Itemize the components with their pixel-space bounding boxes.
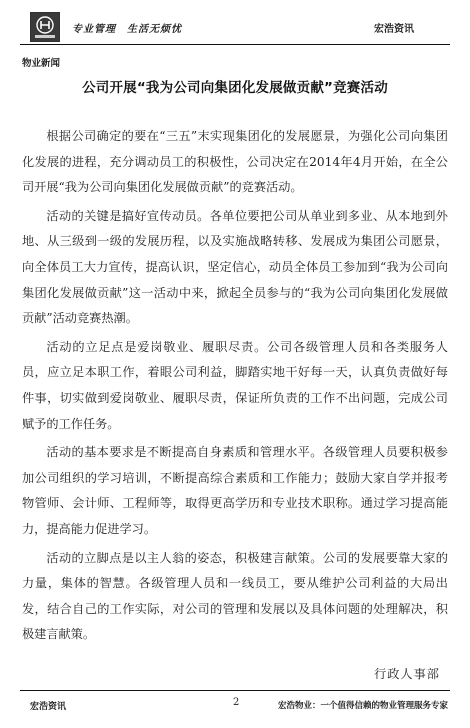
header-divider [20,44,450,45]
header-slogan: 专业管理 生活无烦忧 [72,24,182,35]
footer-left-text: 宏浩资讯 [30,702,67,712]
article-paragraph: 活动的立足点是爱岗敬业、履职尽责。公司各级管理人员和各类服务人员，应立足本职工作，着眼公司利益，脚踏实地干好每一天，认真负责做好每件事，切实做到爱岗敬业、履职尽责，保证所负责的工作不出问题，完成公司赋予的工作任务。 [22,339,448,431]
article-title: 公司开展“我为公司向集团化发展做贡献”竞赛活动 [82,80,388,96]
article-paragraph: 活动的立脚点是以主人翁的姿态，积极建言献策。公司的发展要靠大家的力量，集体的智慧。各级管理人员和一线员工，要从维护公司利益的大局出发，结合自己的工作实际，对公司的管理和发展以及具体问题的处理解决，积极建言献策。 [22,550,448,642]
article-paragraph: 根据公司确定的要在“三五”末实现集团化的发展愿景，为强化公司向集团化发展的进程，充分调动员工的积极性，公司决定在2014年4月开始，在全公司开展“我为公司向集团化发展做贡献”的竞赛活动。 [22,129,448,195]
header-brand: 宏浩资讯 [374,24,414,35]
section-label: 物业新闻 [22,58,61,69]
article-paragraph: 活动的关键是搞好宣传动员。各单位要把公司从单业到多业、从本地到外地、从三级到一级的发展历程，以及实施战略转移、发展成为集团公司愿景，向全体员工大力宣传，提高认识，坚定信心，动员全体员工参加到“我为公司向集团化发展做贡献”这一活动中来，掀起全员参与的“我为公司向集团化发展做贡献”活动竞赛热潮。 [22,208,448,326]
page-header [20,10,448,44]
article-signature: 行政人事部 [374,667,440,681]
company-logo [30,12,60,42]
logo-emblem-icon [31,13,59,41]
article-body [22,124,448,651]
footer-right-text: 宏浩物业：一个值得信赖的物业管理服务专家 [277,701,448,711]
page-number: 2 [233,697,240,708]
footer-divider [20,690,450,691]
article-paragraph: 活动的基本要求是不断提高自身素质和管理水平。各级管理人员要积极参加公司组织的学习培训，不断提高综合素质和工作能力；鼓励大家自学并报考物管师、会计师、工程师等，取得更高学历和专业技术职称。通过学习提高能力，提高能力促进学习。 [22,445,448,536]
